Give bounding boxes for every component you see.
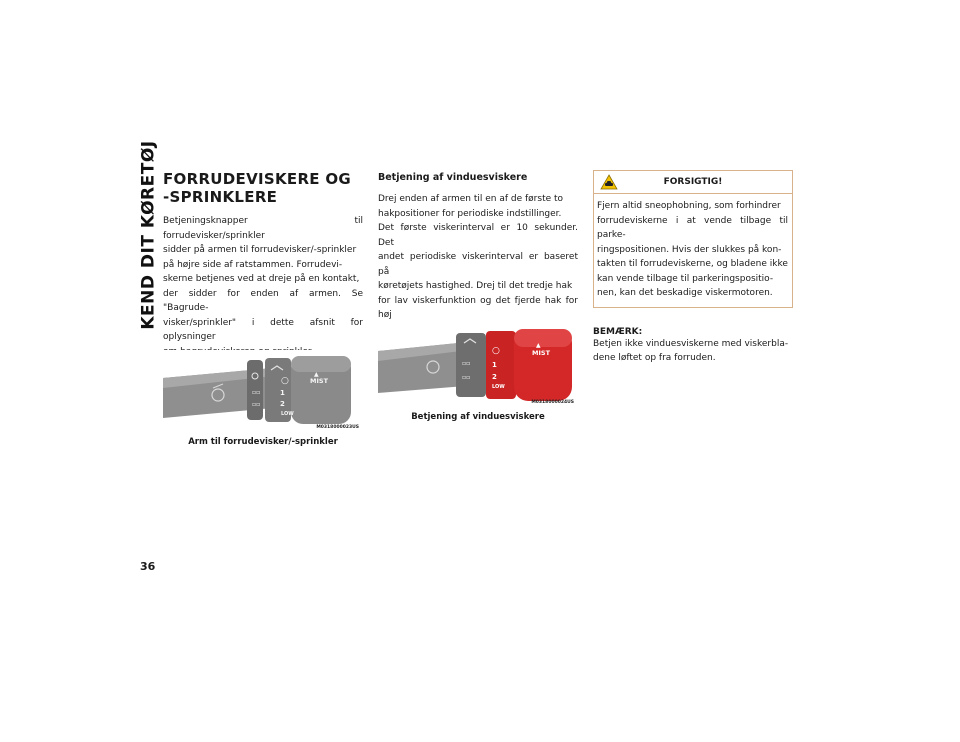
page-number: 36 <box>140 560 156 573</box>
svg-text:▫▫: ▫▫ <box>462 360 471 367</box>
column-middle <box>378 170 578 337</box>
section-heading: FORRUDEVISKERE OG -SPRINKLERE <box>163 170 352 206</box>
svg-text:○: ○ <box>492 346 500 356</box>
figure-code: M0318000024US <box>531 400 574 405</box>
svg-text:▫▫: ▫▫ <box>252 401 261 408</box>
figure-wiper-stalk <box>163 350 363 447</box>
warning-car-icon <box>600 174 618 190</box>
figure-caption: Arm til forrudevisker/-sprinkler <box>188 437 338 447</box>
svg-text:1: 1 <box>280 389 285 397</box>
side-tab <box>135 140 163 330</box>
svg-text:2: 2 <box>280 400 285 408</box>
subsection-body: Drej enden af armen til en af de første to hakpositioner for periodiske indstillinger. Det første viskerinterval er 10 sekunder. Det andet periodiske viskerinterval er baseret på køretøjets hastighed. Drej til det tredje hak for lav viskerfunktion og det fjerde hak for høj <box>378 194 578 320</box>
column-left <box>163 170 363 359</box>
figure-caption: Betjening af vinduesviskere <box>411 412 545 422</box>
svg-text:MIST: MIST <box>310 377 329 385</box>
figure-wiper-operation <box>378 325 578 422</box>
wiper-stalk-image <box>163 350 363 430</box>
svg-text:▲: ▲ <box>314 371 319 378</box>
caution-body: Fjern altid sneophobning, som forhindrer forrudeviskerne i at vende tilbage til parke- ringspositionen. Hvis der slukkes på kon- takten til forrudeviskerne, og bladene ikke kan vende tilbage til parkeringspositio- nen, kan det beskadige viskermotoren. <box>597 201 788 298</box>
column-right <box>593 170 793 366</box>
side-tab-label: KEND DIT KØRETØJ <box>139 140 159 330</box>
section-body: Betjeningsknapper til forrudevisker/sprinkler sidder på armen til forrudevisker/-sprinkler på højre side af ratstammen. Forrudevi- skerne betjenes ved at dreje på en kontakt, der sidder for enden af armen. Se "Bagrude- visker/sprinkler" i dette afsnit for oplysninger <box>163 216 363 342</box>
svg-text:▫▫: ▫▫ <box>252 389 261 396</box>
svg-text:1: 1 <box>492 361 497 369</box>
svg-text:2: 2 <box>492 373 497 381</box>
svg-text:▫▫: ▫▫ <box>462 374 471 381</box>
caution-header <box>594 171 792 194</box>
wiper-operation-image <box>378 325 578 405</box>
svg-text:LOW: LOW <box>281 411 294 417</box>
subsection-heading: Betjening af vinduesviskere <box>378 172 528 183</box>
svg-text:LOW: LOW <box>492 384 505 390</box>
svg-text:MIST: MIST <box>532 349 551 357</box>
note-body: Betjen ikke vinduesviskerne med viskerbla- dene løftet op fra forruden. <box>593 338 789 363</box>
figure-code: M0318000023US <box>316 425 359 430</box>
note-title: BEMÆRK: <box>593 326 643 337</box>
svg-text:▲: ▲ <box>536 342 541 349</box>
caution-title: FORSIGTIG! <box>663 177 723 187</box>
svg-text:○: ○ <box>281 376 289 386</box>
caution-box <box>593 170 793 308</box>
